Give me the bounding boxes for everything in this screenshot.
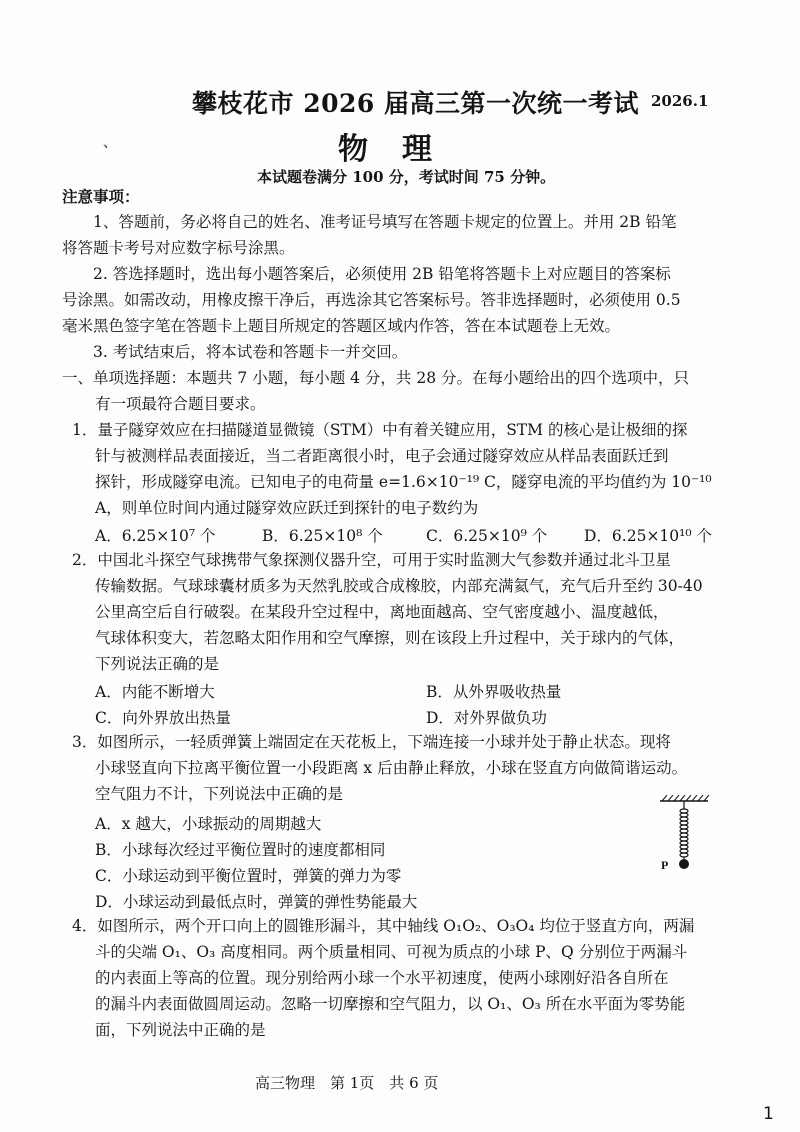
q2-option-d: D．对外界做负功: [426, 709, 547, 727]
q2-line-4: 气球体积变大，若忽略太阳作用和空气摩擦，则在该段上升过程中，关于球内的气体，: [95, 629, 685, 647]
spring-ball-diagram: [654, 795, 710, 875]
q4-line-4: 的漏斗内表面做圆周运动。忽略一切摩擦和空气阻力，以 O₁、O₃ 所在水平面为零势能: [95, 995, 686, 1013]
q3-option-c: C．小球运动到平衡位置时，弹簧的弹力为零: [95, 867, 402, 885]
q1-option-a: A．6.25×10⁷ 个: [95, 527, 216, 545]
q2-option-c: C．向外界放出热量: [95, 709, 231, 727]
q3-option-d: D．小球运动到最低点时，弹簧的弹性势能最大: [95, 893, 418, 911]
q3-line-3: 空气阻力不计，下列说法中正确的是: [95, 785, 344, 803]
q4-line-5: 面，下列说法中正确的是: [95, 1021, 266, 1039]
q1-option-c: C．6.25×10⁹ 个: [426, 527, 548, 545]
q2-line-1: 2．中国北斗探空气球携带气象探测仪器升空，可用于实时监测大气参数并通过北斗卫星: [72, 551, 671, 569]
q3-option-a: A．x 越大，小球振动的周期越大: [95, 815, 322, 833]
notice-heading: 注意事项：: [62, 187, 140, 206]
notice-item-1-line-1: 1、答题前，务必将自己的姓名、准考证号填写在答题卡规定的位置上。并用 2B 铅笔: [93, 213, 677, 231]
notice-item-3: 3. 考试结束后，将本试卷和答题卡一并交回。: [93, 343, 408, 361]
subject-title: 物理: [338, 132, 466, 167]
q1-line-4: A，则单位时间内通过隧穿效应跃迁到探针的电子数约为: [95, 499, 479, 517]
q3-option-b: B．小球每次经过平衡位置时的速度都相同: [95, 841, 386, 859]
notice-item-1-line-2: 将答题卡考号对应数字标号涂黑。: [62, 239, 295, 257]
q2-line-5: 下列说法正确的是: [95, 655, 220, 673]
q1-line-3: 探针，形成隧穿电流。已知电子的电荷量 e=1.6×10⁻¹⁹ C，隧穿电流的平均值约为 10⁻¹⁰: [95, 473, 712, 491]
q1-line-1: 1．量子隧穿效应在扫描隧道显微镜（STM）中有着关键应用，STM 的核心是让极细的探: [72, 421, 688, 439]
q2-line-2: 传输数据。气球球囊材质多为天然乳胶或合成橡胶，内部充满氦气，充气后升至约 30-40: [95, 577, 703, 595]
section-1-line-1: 一、单项选择题：本题共 7 小题，每小题 4 分，共 28 分。在每小题给出的四个选项中，只: [62, 369, 690, 387]
ball-label: P: [661, 858, 669, 872]
exam-date: 2026.1: [651, 92, 709, 110]
notice-item-2-line-3: 毫米黑色签字笔在答题卡上题目所规定的答题区域内作答，答在本试题卷上无效。: [62, 317, 621, 335]
q2-option-a: A．内能不断增大: [95, 683, 215, 701]
exam-note: 本试题卷满分 100 分，考试时间 75 分钟。: [257, 168, 556, 186]
ball-icon: [679, 859, 689, 869]
page-footer: 高三物理 第 1页 共 6 页: [255, 1074, 439, 1092]
notice-item-2-line-2: 号涂黑。如需改动，用橡皮擦干净后，再选涂其它答案标号。答非选择题时，必须使用 0.5: [62, 291, 681, 309]
q4-line-1: 4．如图所示，两个开口向上的圆锥形漏斗，其中轴线 O₁O₂、O₃O₄ 均位于竖直方向，两漏: [72, 917, 695, 935]
q3-line-2: 小球竖直向下拉离平衡位置一小段距离 x 后由静止释放，小球在竖直方向做简谐运动。: [95, 759, 688, 777]
stray-mark: 、: [103, 135, 117, 151]
q4-line-3: 的内表面上等高的位置。现分别给两小球一个水平初速度，使两小球刚好沿各自所在: [95, 969, 669, 987]
q1-option-b: B．6.25×10⁸ 个: [262, 527, 383, 545]
exam-title: 攀枝花市 2026 届高三第一次统一考试: [192, 89, 639, 118]
q4-line-2: 斗的尖端 O₁、O₃ 高度相同。两个质量相同、可视为质点的小球 P、Q 分别位于两漏斗: [95, 943, 688, 961]
ceiling-icon: [660, 795, 709, 801]
spring-icon: [680, 801, 688, 859]
q1-line-2: 针与被测样品表面接近，当二者距离很小时，电子会通过隧穿效应从样品表面跃迁到: [95, 447, 669, 465]
notice-item-2-line-1: 2. 答选择题时，选出每小题答案后，必须使用 2B 铅笔将答题卡上对应题目的答案标: [93, 265, 671, 283]
q2-option-b: B．从外界吸收热量: [426, 683, 562, 701]
page-number: 1: [763, 1104, 774, 1124]
q3-line-1: 3．如图所示，一轻质弹簧上端固定在天花板上，下端连接一小球并处于静止状态。现将: [72, 733, 671, 751]
q2-line-3: 公里高空后自行破裂。在某段升空过程中，离地面越高、空气密度越小、温度越低，: [95, 603, 669, 621]
q1-option-d: D．6.25×10¹⁰ 个: [584, 527, 713, 545]
section-1-line-2: 有一项最符合题目要求。: [95, 395, 266, 413]
